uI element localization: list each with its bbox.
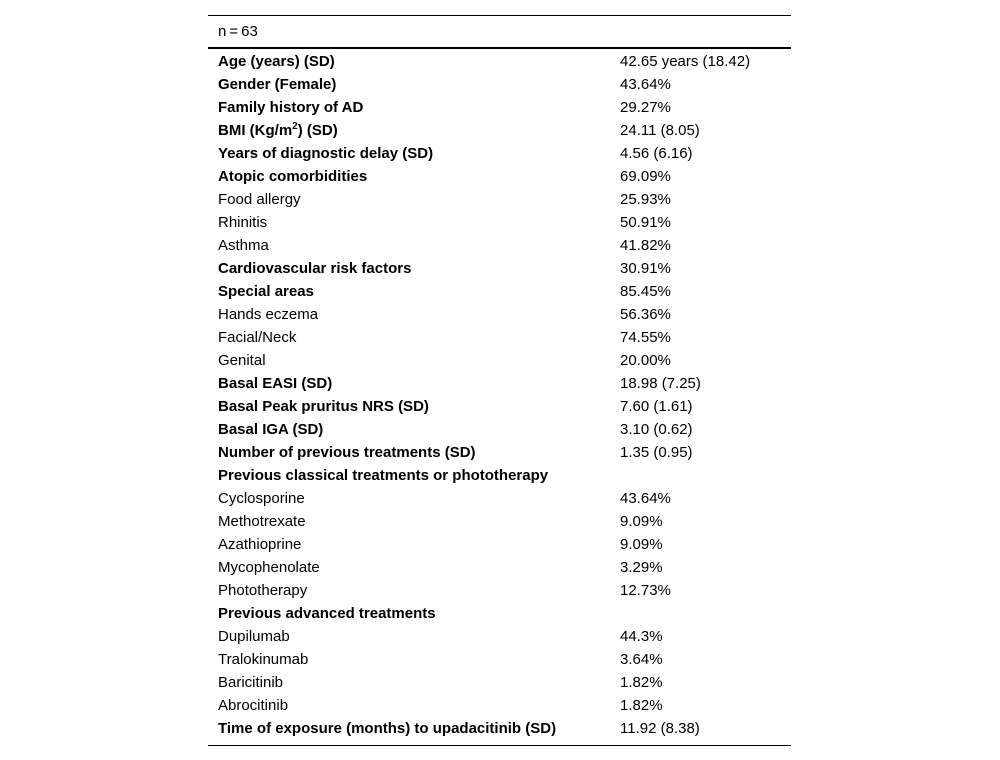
table-row [208,418,791,441]
row-value: 43.64% [620,490,671,507]
row-value: 3.10 (0.62) [620,421,693,438]
row-label: Tralokinumab [218,651,309,668]
characteristics-table [208,15,791,746]
row-value: 56.36% [620,306,671,323]
row-label: Number of previous treatments (SD) [218,444,476,461]
table-row [208,303,791,326]
table-row [208,717,791,740]
row-value: 3.29% [620,559,663,576]
row-value: 1.35 (0.95) [620,444,693,461]
row-label: Basal Peak pruritus NRS (SD) [218,398,429,415]
row-label: Asthma [218,237,269,254]
table-row [208,73,791,96]
table-row [208,602,791,625]
row-label: Time of exposure (months) to upadacitinib (SD) [218,720,557,737]
row-value: 7.60 (1.61) [620,398,693,415]
table-row [208,142,791,165]
table-row [208,188,791,211]
row-value: 25.93% [620,191,671,208]
row-label: Special areas [218,283,314,300]
table-row [208,96,791,119]
row-label: Dupilumab [218,628,290,645]
table-row [208,234,791,257]
table-row [208,625,791,648]
row-value [620,464,791,487]
row-value: 69.09% [620,168,671,185]
row-label: Food allergy [218,191,301,208]
row-value: 74.55% [620,329,671,346]
row-label: Facial/Neck [218,329,297,346]
row-label: Hands eczema [218,306,319,323]
table-row [208,671,791,694]
row-label: Gender (Female) [218,76,337,93]
row-label: Atopic comorbidities [218,168,368,185]
table-row [208,648,791,671]
row-label: Abrocitinib [218,697,289,714]
row-value: 3.64% [620,651,663,668]
table-row [208,119,791,142]
row-label: BMI $(Kg/m^2)$ (SD) [218,121,338,139]
row-value: 1.82% [620,697,663,714]
row-label: Previous advanced treatments [218,605,436,622]
bottom-rule [208,745,791,746]
table-row [208,464,791,487]
row-label: Family history of AD [218,99,364,116]
row-value: 11.92 (8.38) [620,720,700,737]
table-row [208,211,791,234]
row-value: 29.27% [620,99,671,116]
table-header: n = 63 [218,23,258,40]
table-row [208,257,791,280]
row-label: Rhinitis [218,214,268,231]
row-label: Genital [218,352,266,369]
table-row [208,441,791,464]
table-row [208,510,791,533]
row-value: 41.82% [620,237,671,254]
row-value [620,602,791,625]
row-value: 18.98 (7.25) [620,375,701,392]
row-value: 85.45% [620,283,671,300]
row-label: Cyclosporine [218,490,305,507]
row-label: Previous classical treatments or phototherapy [218,467,549,484]
row-value: 42.65 years (18.42) [620,53,751,70]
row-value: 1.82% [620,674,663,691]
table-row [208,50,791,73]
row-label: Azathioprine [218,536,302,553]
table-row [208,395,791,418]
row-value: 4.56 (6.16) [620,145,693,162]
table-row [208,349,791,372]
table-row [208,326,791,349]
row-label: Baricitinib [218,674,284,691]
row-label: Methotrexate [218,513,306,530]
row-value: 12.73% [620,582,671,599]
row-label: Phototherapy [218,582,308,599]
table-body [208,50,791,740]
table-row [208,280,791,303]
row-label: Years of diagnostic delay (SD) [218,145,434,162]
row-value: 9.09% [620,536,663,553]
row-value: 50.91% [620,214,671,231]
table-row [208,372,791,395]
row-value: 9.09% [620,513,663,530]
table-row [208,487,791,510]
row-value: 20.00% [620,352,671,369]
row-label: Basal IGA (SD) [218,421,324,438]
row-value: 24.11 (8.05) [620,122,700,139]
row-label: Age (years) (SD) [218,53,335,70]
table-row [208,579,791,602]
table-row [208,165,791,188]
row-value: 44.3% [620,628,663,645]
row-label: Mycophenolate [218,559,320,576]
row-label: Basal EASI (SD) [218,375,333,392]
row-label: Cardiovascular risk factors [218,260,412,277]
row-value: 43.64% [620,76,671,93]
row-value: 30.91% [620,260,671,277]
table-row [208,556,791,579]
table-row [208,694,791,717]
table-row [208,533,791,556]
superscript: 2 [292,121,298,132]
